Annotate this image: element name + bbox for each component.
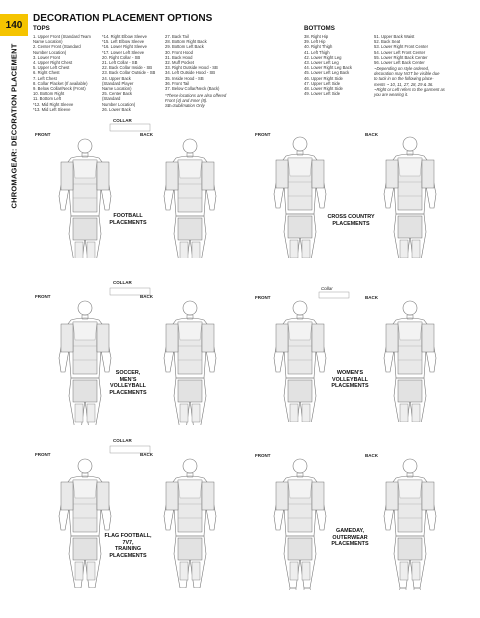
tops-legend-col1 [33,34,91,112]
text-line: 4. Upper Right Chest [33,60,73,66]
back-label: BACK [365,453,378,458]
womens-volleyball-placements-label [315,370,385,390]
text-line: 43. Lower Left Leg [304,60,339,66]
text-line: 11. Bottom Left [33,96,62,102]
back-label: BACK [365,295,378,300]
text-line: 38. Right Hip [304,34,329,39]
gameday-placements-label [315,528,385,548]
text-line: Name Location) [102,86,132,92]
text-line: 56. Lower Left Back Center [374,60,425,66]
text-line: 26. Lower Back [102,106,131,112]
front-label: FRONT [35,132,51,137]
text-line: *These locations are also offered [165,93,227,98]
text-line: 20. Right Collar - SB [102,54,141,60]
flag-football-diagram [35,438,240,588]
page-title: DECORATION PLACEMENT OPTIONS [33,13,213,24]
collar-label: COLLAR [113,438,132,443]
back-label: BACK [140,132,153,137]
front-label: FRONT [255,132,271,137]
text-line: WOMEN'S [336,370,364,376]
text-line: GAMEDAY, [336,528,364,534]
text-line: Name Location) [33,39,63,45]
text-line: 54. Lower Left Front Center [374,49,426,55]
collar-label: COLLAR [113,280,132,285]
text-line: 22. Back Collar Inside - SB [102,65,153,71]
text-line: 10. Bottom Right [33,91,65,97]
text-line: PLACEMENTS [109,219,147,226]
tops-legend-col2 [102,34,155,112]
text-line: 27. Back Tail [165,34,189,39]
text-line: 2. Center Front (Standard [33,44,81,50]
text-line: 49. Lower Left Side [304,91,341,97]
text-line: 52. Back Seat [374,39,401,45]
tops-legend-col3 [165,34,219,91]
text-line: 36. Front Tail [165,80,190,86]
text-line: 23. Back Collar Outside - SB [102,70,156,76]
bottoms-legend-col1 [304,34,352,96]
football-placements-label [93,213,163,226]
bottoms-legend-col2 [374,34,428,65]
text-line: 45. Lower Left Leg Back [304,70,350,76]
text-line: 31. Back Hood [165,54,193,60]
text-line: 30. Front Hood [165,49,193,55]
text-line: 35. Inside Hood - SB [165,75,204,81]
football-diagram [35,118,240,258]
back-label: BACK [140,452,153,457]
text-line: 51. Upper Back Waist [374,34,415,39]
page-number-tab: 140 [0,14,28,36]
text-line: 1. Upper Front (Standard Team [33,34,91,39]
text-line: 7V7, [122,539,134,546]
tops-footnote [165,93,226,109]
text-line: *13. Mid Left Sleeve [33,106,71,112]
text-line: 6. Right Chest [33,70,60,76]
collar-title: Collar [321,286,333,291]
text-line: Front (4) and Inner (8). [165,98,208,104]
text-line: *14. Right Elbow Sleeve [102,34,147,39]
text-line: 40. Right Thigh [304,44,333,50]
text-line: PLACEMENTS [109,389,147,396]
bottoms-heading: BOTTOMS [304,25,335,32]
text-line: *16. Lower Right Sleeve [102,44,147,50]
text-line: TRAINING [114,546,142,553]
text-line: PLACEMENTS [331,383,369,390]
text-line: 55. Lower Right Back Center [374,54,428,60]
text-line: VOLLEYBALL [110,383,146,390]
text-line: SB=Sublimation Only [165,103,205,109]
text-line: to tuck in on the following place- [374,76,434,82]
text-line: PLACEMENTS [331,541,369,548]
soccer-diagram [35,280,240,425]
text-line: *15. Left Elbow Sleeve [102,39,145,45]
text-line: 33. Right Outside Hood - SB [165,65,218,71]
text-line: FLAG FOOTBALL, [104,533,152,539]
bottoms-footnote [374,66,445,97]
text-line: MEN'S [119,376,137,383]
text-line: you are wearing it. [374,92,409,98]
text-line: OUTERWEAR [332,534,368,541]
text-line: 34. Left Outside Hood - SB [165,70,216,76]
text-line: 8. Collar Placket (If available) [33,80,88,86]
text-line: ~Depending on style ordered, [374,66,430,71]
cross-country-placements-label [311,214,391,227]
text-line: 44. Lower Right Leg Back [304,65,352,71]
text-line: 37. Below Collar/Neck (Back) [165,86,220,92]
text-line: 53. Lower Right Front Center [374,44,428,50]
front-label: FRONT [255,453,271,458]
gameday-diagram [255,440,465,590]
text-line: (Standard Player [102,80,134,86]
text-line: 25. Center Back [102,91,133,97]
text-line: ments ~ 10, 11, 27, 28, 29 & 36. [374,81,434,87]
soccer-placements-label [93,370,163,396]
text-line: CROSS COUNTRY [327,214,375,220]
text-line: 24. Upper Back [102,75,131,81]
text-line: 3. Lower Front [33,54,60,60]
text-line: 7. Left Chest [33,75,57,81]
text-line: PLACEMENTS [332,220,370,227]
cross-country-diagram [255,128,465,258]
collar-label: COLLAR [113,118,132,123]
text-line: FOOTBALL [113,213,143,219]
back-label: BACK [140,294,153,299]
text-line: 46. Upper Right Side [304,75,343,81]
text-line: ~Right or Left refers to the garment as [374,86,445,92]
text-line: 32. Muff Pocket [165,60,195,66]
text-line: decoration may NOT be visible due [374,71,440,77]
text-line: 29. Bottom Left Back [165,44,204,50]
back-label: BACK [365,132,378,137]
front-label: FRONT [35,294,51,299]
front-label: FRONT [35,452,51,457]
text-line: 5. Upper Left Chest [33,65,70,71]
text-line: 41. Left Thigh [304,49,330,55]
text-line: 48. Lower Right Side [304,86,343,92]
womens-volleyball-diagram [255,282,465,422]
text-line: (Standard [102,96,121,102]
tops-heading: TOPS [33,25,50,32]
text-line: 47. Upper Left Side [304,80,341,86]
text-line: *17. Lower Left Sleeve [102,49,145,55]
text-line: 39. Left Hip [304,39,326,45]
text-line: Number Location) [102,101,136,107]
text-line: 42. Lower Right Leg [304,54,342,60]
text-line: SOCCER, [115,370,141,376]
text-line: PLACEMENTS [109,552,147,559]
text-line: 21. Left Collar - SB [102,60,138,66]
text-line: *12. Mid Right Sleeve [33,101,74,107]
side-section-label: CHROMAGEAR: DECORATION PLACEMENT [9,43,19,209]
text-line: 9. Below Collar/Neck (Front) [33,86,86,92]
front-label: FRONT [255,295,271,300]
flag-football-placements-label [93,533,163,559]
text-line: VOLLEYBALL [332,376,368,383]
text-line: Number Location) [33,49,67,55]
text-line: 28. Bottom Right Back [165,39,207,45]
